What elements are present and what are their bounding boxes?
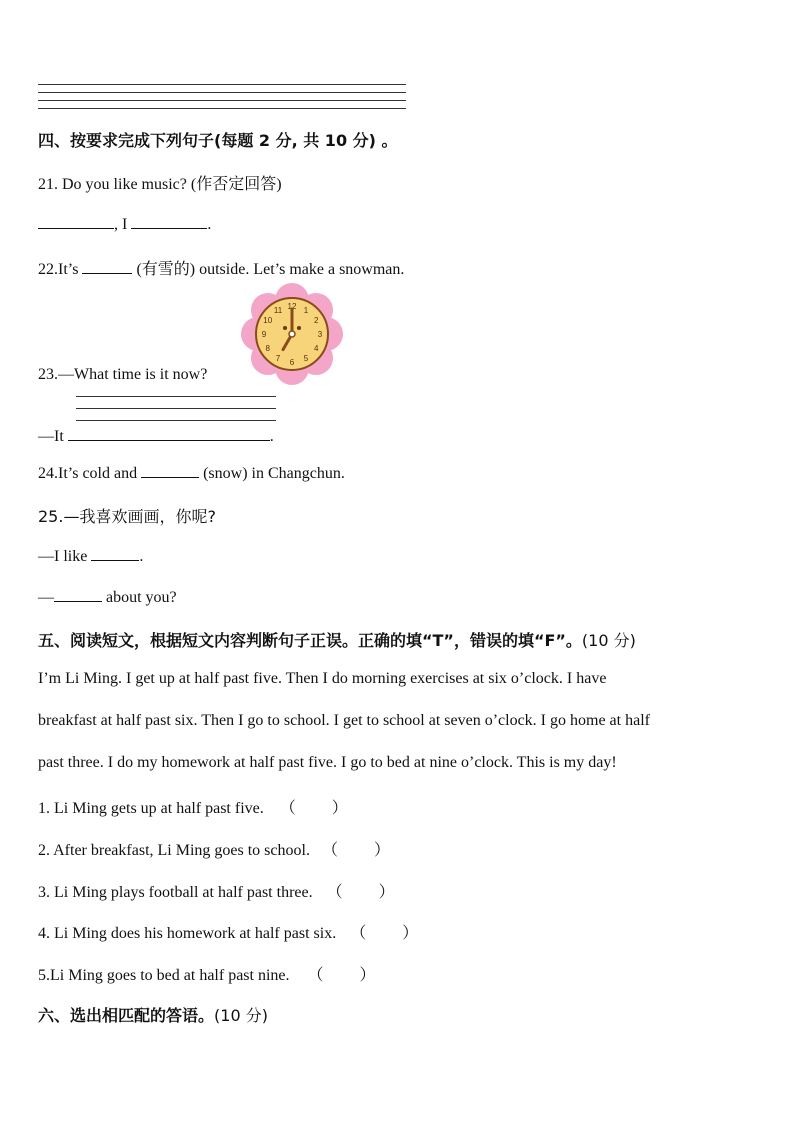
q25-blank-1[interactable] bbox=[91, 546, 139, 561]
clock-number: 9 bbox=[261, 330, 267, 339]
q21-answer bbox=[38, 214, 211, 234]
q21-answer-end: . bbox=[207, 216, 212, 233]
paren-close: ） bbox=[378, 884, 395, 901]
q21-answer-mid: , I bbox=[114, 216, 132, 233]
section5-heading bbox=[38, 628, 636, 651]
tf-item-4 bbox=[38, 920, 418, 943]
clock-number: 2 bbox=[314, 316, 319, 325]
clock-eye-left bbox=[283, 326, 287, 330]
tf-item-2-answer[interactable] bbox=[322, 842, 390, 859]
section6-points: (10 分) bbox=[214, 1006, 268, 1025]
clock-eye-right bbox=[297, 326, 301, 330]
question-25 bbox=[38, 504, 216, 527]
tf-item-4-text: 4. Li Ming does his homework at half past six. bbox=[38, 925, 337, 942]
paren-close: ） bbox=[331, 800, 348, 817]
tf-item-5-answer[interactable] bbox=[308, 967, 376, 984]
question-21 bbox=[38, 171, 282, 194]
tf-item-2-text: 2. After breakfast, Li Ming goes to school. bbox=[38, 842, 310, 859]
tf-item-4-answer[interactable] bbox=[350, 925, 418, 942]
paren-open: （ bbox=[307, 967, 324, 984]
tf-item-3 bbox=[38, 879, 395, 902]
q21-blank-2[interactable] bbox=[131, 214, 207, 229]
paren-open: （ bbox=[321, 842, 338, 859]
q25-line-2 bbox=[38, 546, 143, 566]
clock-number: 7 bbox=[275, 354, 281, 364]
q21-text: . Do you like music? (作否定回答) bbox=[54, 176, 282, 193]
q23-blank[interactable] bbox=[68, 426, 270, 441]
paren-close: ） bbox=[402, 925, 419, 942]
clock-number: 5 bbox=[303, 354, 309, 364]
passage-line-2: breakfast at half past six. Then I go to school. I get to school at seven o’clock. I go home at half bbox=[38, 712, 650, 729]
q25-line2-end: . bbox=[139, 548, 144, 565]
tf-item-5 bbox=[38, 962, 376, 985]
tf-item-3-answer[interactable] bbox=[327, 884, 395, 901]
section6-heading bbox=[38, 1003, 268, 1026]
clock-number: 10 bbox=[263, 316, 273, 325]
clock-center bbox=[289, 331, 295, 337]
q24-start: 24.It’s cold and bbox=[38, 465, 142, 482]
tf-item-5-text: 5.Li Ming goes to bed at half past nine. bbox=[38, 967, 290, 984]
q25-line3-prefix: — bbox=[38, 589, 54, 606]
q24-blank[interactable] bbox=[141, 463, 199, 478]
q25-line3-end: about you? bbox=[102, 589, 177, 606]
answer-lines-top bbox=[38, 84, 406, 116]
clock-number: 1 bbox=[303, 305, 309, 315]
clock-number: 11 bbox=[273, 305, 283, 315]
passage-line-1: I’m Li Ming. I get up at half past five. Then I do morning exercises at six o’clock. I have bbox=[38, 670, 607, 687]
paren-close: ） bbox=[373, 842, 390, 859]
clock-number: 12 bbox=[287, 302, 297, 311]
paren-open: （ bbox=[279, 800, 296, 817]
section5-points: (10 分) bbox=[581, 631, 636, 650]
q24-end: (snow) in Changchun. bbox=[199, 465, 345, 482]
q22-start: 22.It’s bbox=[38, 261, 83, 278]
q21-blank-1[interactable] bbox=[38, 214, 114, 229]
q23-answer-end: . bbox=[269, 428, 274, 445]
question-24 bbox=[38, 463, 345, 483]
q25-line2-prefix: —I like bbox=[38, 548, 92, 565]
tf-item-3-text: 3. Li Ming plays football at half past three. bbox=[38, 884, 313, 901]
q25-line-3 bbox=[38, 587, 177, 607]
clock-image bbox=[241, 283, 343, 385]
question-22 bbox=[38, 256, 404, 279]
clock-number: 6 bbox=[289, 358, 295, 367]
clock-number: 4 bbox=[314, 344, 319, 353]
q22-hint: (有雪的) outside. Let’s make a snowman. bbox=[132, 261, 405, 278]
q25-blank-2[interactable] bbox=[54, 587, 102, 602]
passage-line-3: past three. I do my homework at half past five. I go to bed at nine o’clock. This is my day! bbox=[38, 754, 617, 771]
q22-blank[interactable] bbox=[82, 259, 132, 274]
section4-heading: 四、按要求完成下列句子(每题 2 分, 共 10 分) 。 bbox=[38, 131, 398, 150]
q23-answer-prefix: —It bbox=[38, 428, 68, 445]
q21-number: 21 bbox=[38, 176, 54, 193]
q25-question: 25.—我喜欢画画，你呢? bbox=[38, 507, 216, 526]
paren-open: （ bbox=[350, 925, 367, 942]
tf-item-1-answer[interactable] bbox=[280, 800, 348, 817]
tf-item-2 bbox=[38, 837, 390, 860]
question-23: 23.—What time is it now? bbox=[38, 366, 208, 383]
section6-heading-text: 六、选出相匹配的答语。 bbox=[38, 1006, 215, 1025]
tf-item-1 bbox=[38, 795, 348, 818]
q23-answer bbox=[38, 426, 274, 446]
tf-item-1-text: 1. Li Ming gets up at half past five. bbox=[38, 800, 264, 817]
clock-number: 3 bbox=[317, 330, 323, 339]
paren-open: （ bbox=[326, 884, 343, 901]
clock-number: 8 bbox=[265, 344, 270, 353]
paren-close: ） bbox=[359, 967, 376, 984]
section5-heading-text: 五、阅读短文，根据短文内容判断句子正误。正确的填“T”，错误的填“F”。 bbox=[38, 631, 582, 650]
